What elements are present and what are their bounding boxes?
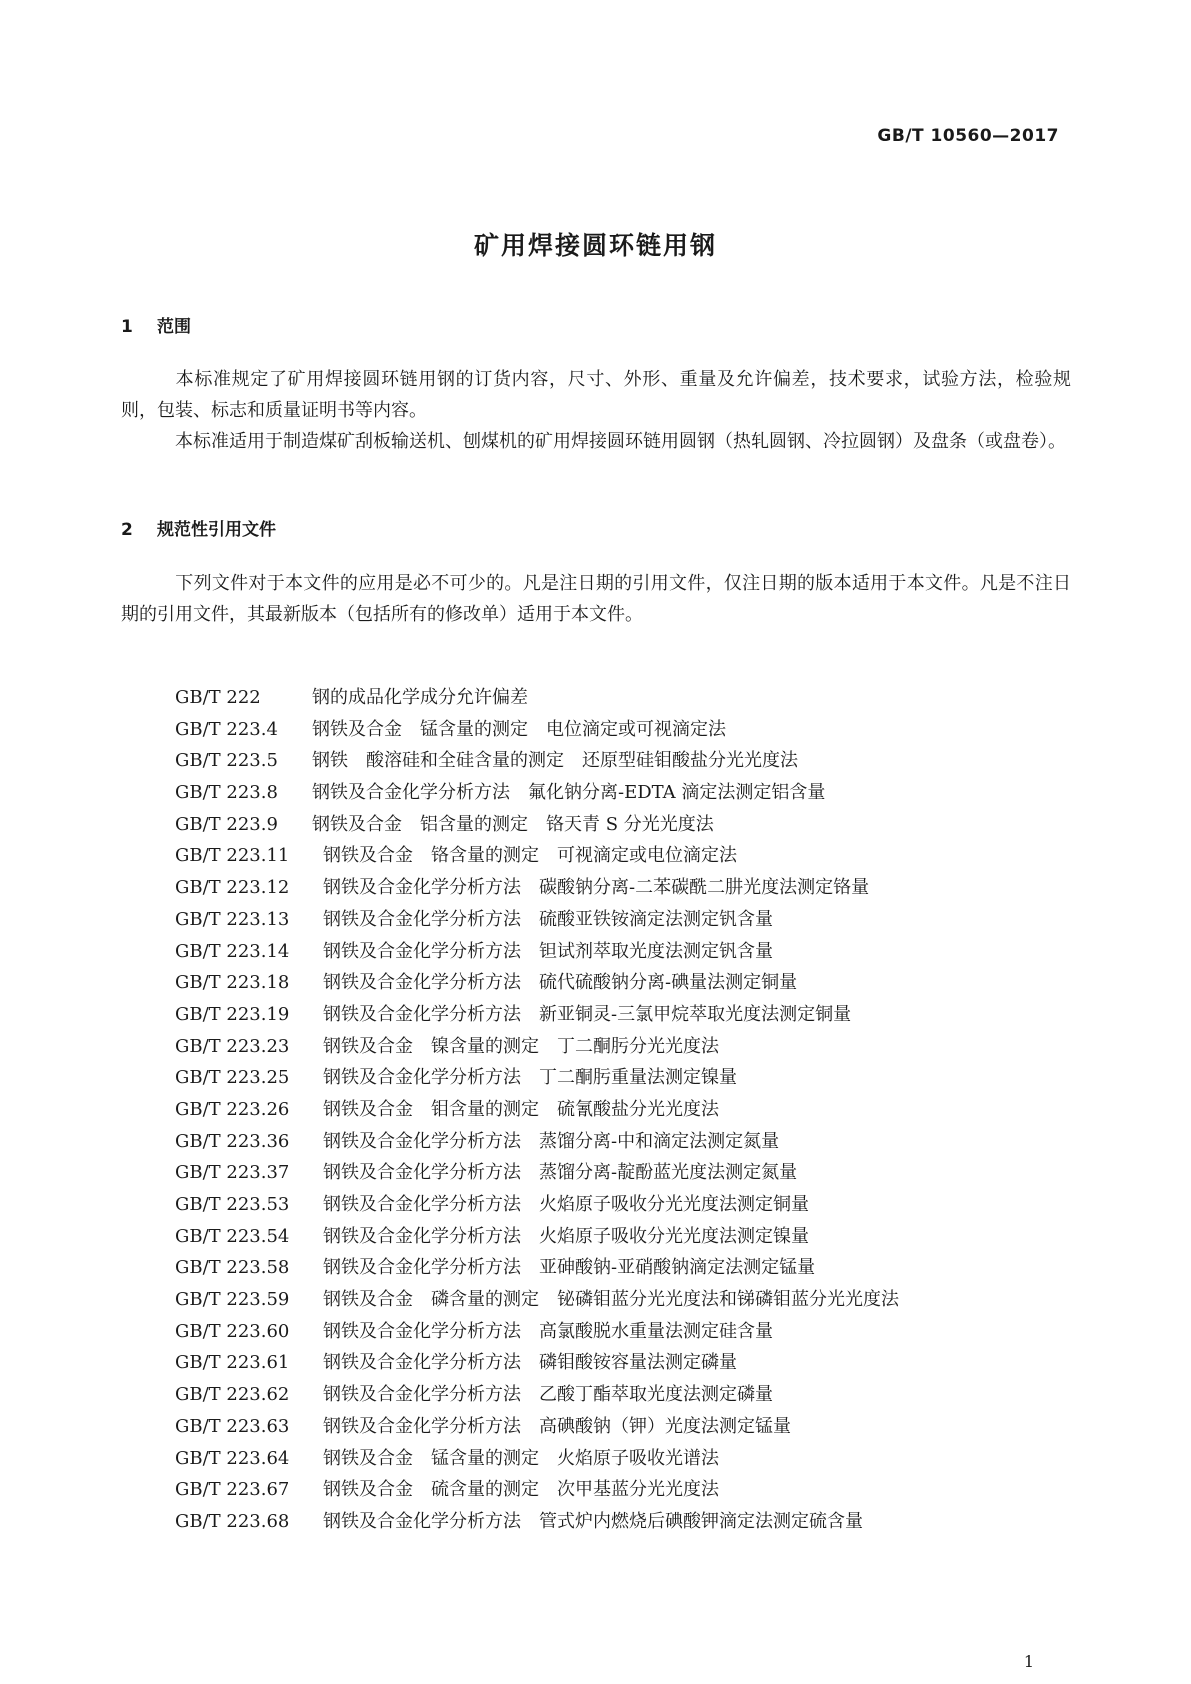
reference-code: GB/T 223.68 <box>175 1510 290 1532</box>
reference-item <box>175 1474 899 1506</box>
reference-title: 钢铁及合金化学分析方法 硫酸亚铁铵滴定法测定钒含量 <box>323 908 773 930</box>
reference-title: 钢铁及合金 锰含量的测定 电位滴定或可视滴定法 <box>312 718 726 740</box>
reference-item <box>175 1316 899 1348</box>
reference-item <box>175 1506 899 1538</box>
reference-code: GB/T 223.8 <box>175 782 278 804</box>
standard-code: GB/T 10560—2017 <box>877 126 1059 146</box>
reference-code: GB/T 223.62 <box>175 1384 290 1406</box>
reference-code: GB/T 223.18 <box>175 972 290 994</box>
reference-code: GB/T 223.9 <box>175 813 278 835</box>
reference-code: GB/T 223.64 <box>175 1447 290 1469</box>
reference-item <box>175 999 899 1031</box>
reference-code: GB/T 223.63 <box>175 1415 290 1437</box>
reference-code: GB/T 223.25 <box>175 1067 290 1089</box>
reference-title: 钢铁及合金化学分析方法 高氯酸脱水重量法测定硅含量 <box>323 1320 773 1342</box>
reference-title: 钢铁及合金 镍含量的测定 丁二酮肟分光光度法 <box>323 1035 719 1057</box>
reference-title: 钢铁及合金化学分析方法 火焰原子吸收分光光度法测定铜量 <box>323 1194 809 1215</box>
reference-code: GB/T 223.53 <box>175 1194 290 1215</box>
reference-title: 钢铁及合金化学分析方法 钽试剂萃取光度法测定钒含量 <box>323 940 773 962</box>
reference-item <box>175 904 899 936</box>
reference-title: 钢的成品化学成分允许偏差 <box>312 687 528 708</box>
reference-item <box>175 967 899 999</box>
reference-code: GB/T 223.13 <box>175 908 290 930</box>
references-intro-text: 下列文件对于本文件的应用是必不可少的。凡是注日期的引用文件，仅注日期的版本适用于本文件。凡是不注日期的引用文件，其最新版本（包括所有的修改单）适用于本文件。 <box>121 573 1071 625</box>
reference-title: 钢铁及合金化学分析方法 亚砷酸钠-亚硝酸钠滴定法测定锰量 <box>323 1257 816 1279</box>
reference-title: 钢铁 酸溶硅和全硅含量的测定 还原型硅钼酸盐分光光度法 <box>312 750 798 772</box>
section-1-paragraph <box>121 426 1071 457</box>
reference-code: GB/T 223.37 <box>175 1162 290 1184</box>
reference-title: 钢铁及合金化学分析方法 蒸馏分离-中和滴定法测定氮量 <box>323 1130 780 1152</box>
reference-item <box>175 1157 899 1189</box>
reference-code: GB/T 223.67 <box>175 1479 290 1501</box>
reference-title: 钢铁及合金化学分析方法 硫代硫酸钠分离-碘量法测定铜量 <box>323 972 798 994</box>
reference-title: 钢铁及合金 锰含量的测定 火焰原子吸收光谱法 <box>323 1447 719 1469</box>
reference-item <box>175 1189 899 1221</box>
reference-code: GB/T 223.12 <box>175 877 290 899</box>
reference-item <box>175 1062 899 1094</box>
page-number: 1 <box>1023 1652 1034 1671</box>
reference-title: 钢铁及合金化学分析方法 管式炉内燃烧后碘酸钾滴定法测定硫含量 <box>323 1510 863 1532</box>
reference-code: GB/T 223.36 <box>175 1130 290 1152</box>
reference-item <box>175 1347 899 1379</box>
reference-item <box>175 1443 899 1475</box>
reference-title: 钢铁及合金化学分析方法 氟化钠分离-EDTA 滴定法测定铝含量 <box>312 782 826 804</box>
scope-paragraph-2: 本标准适用于制造煤矿刮板输送机、刨煤机的矿用焊接圆环链用圆钢（热轧圆钢、冷拉圆钢）及盘条（或盘卷）。 <box>175 431 1066 452</box>
reference-code: GB/T 223.19 <box>175 1003 290 1025</box>
reference-item <box>175 1411 899 1443</box>
reference-item <box>175 1094 899 1126</box>
section-1-title: 范围 <box>157 317 191 337</box>
reference-title: 钢铁及合金 钼含量的测定 硫氰酸盐分光光度法 <box>323 1098 719 1120</box>
reference-code: GB/T 223.5 <box>175 750 278 772</box>
section-1-heading <box>121 312 191 337</box>
scope-paragraph-1: 本标准规定了矿用焊接圆环链用钢的订货内容，尺寸、外形、重量及允许偏差，技术要求，试验方法，检验规则，包装、标志和质量证明书等内容。 <box>121 369 1071 421</box>
reference-item <box>175 872 899 904</box>
reference-code: GB/T 223.4 <box>175 718 278 740</box>
section-2-title: 规范性引用文件 <box>157 520 276 540</box>
reference-code: GB/T 223.26 <box>175 1098 290 1120</box>
reference-item <box>175 1379 899 1411</box>
reference-item <box>175 809 899 841</box>
reference-item <box>175 1284 899 1316</box>
reference-item <box>175 1031 899 1063</box>
reference-code: GB/T 223.60 <box>175 1320 290 1342</box>
reference-item <box>175 936 899 968</box>
reference-title: 钢铁及合金化学分析方法 新亚铜灵-三氯甲烷萃取光度法测定铜量 <box>323 1003 852 1025</box>
reference-code: GB/T 222 <box>175 687 261 708</box>
reference-title: 钢铁及合金化学分析方法 蒸馏分离-靛酚蓝光度法测定氮量 <box>323 1162 798 1184</box>
reference-item <box>175 1126 899 1158</box>
section-2-heading <box>121 515 276 540</box>
reference-title: 钢铁及合金化学分析方法 乙酸丁酯萃取光度法测定磷量 <box>323 1384 773 1406</box>
reference-title: 钢铁及合金化学分析方法 高碘酸钠（钾）光度法测定锰量 <box>323 1415 791 1437</box>
reference-item <box>175 745 899 777</box>
reference-code: GB/T 223.59 <box>175 1289 290 1311</box>
reference-title: 钢铁及合金化学分析方法 丁二酮肟重量法测定镍量 <box>323 1067 737 1089</box>
reference-code: GB/T 223.58 <box>175 1257 290 1279</box>
reference-title: 钢铁及合金 磷含量的测定 铋磷钼蓝分光光度法和锑磷钼蓝分光光度法 <box>323 1289 899 1311</box>
reference-code: GB/T 223.23 <box>175 1035 290 1057</box>
reference-item <box>175 1252 899 1284</box>
reference-list <box>175 682 899 1538</box>
document-title: 矿用焊接圆环链用钢 <box>473 231 717 260</box>
section-1-paragraph <box>121 364 1071 426</box>
reference-code: GB/T 223.61 <box>175 1352 290 1374</box>
reference-code: GB/T 223.14 <box>175 940 290 962</box>
reference-item <box>175 777 899 809</box>
reference-title: 钢铁及合金化学分析方法 磷钼酸铵容量法测定磷量 <box>323 1352 737 1374</box>
reference-title: 钢铁及合金 铬含量的测定 可视滴定或电位滴定法 <box>323 845 737 867</box>
reference-title: 钢铁及合金 硫含量的测定 次甲基蓝分光光度法 <box>323 1479 719 1501</box>
section-2-number: 2 <box>121 520 133 540</box>
reference-title: 钢铁及合金化学分析方法 火焰原子吸收分光光度法测定镍量 <box>323 1225 809 1247</box>
reference-title: 钢铁及合金化学分析方法 碳酸钠分离-二苯碳酰二肼光度法测定铬量 <box>323 877 870 899</box>
reference-item <box>175 1221 899 1253</box>
section-1-number: 1 <box>121 317 133 337</box>
reference-code: GB/T 223.11 <box>175 845 290 867</box>
reference-code: GB/T 223.54 <box>175 1225 290 1247</box>
reference-item <box>175 682 899 714</box>
reference-item <box>175 714 899 746</box>
reference-title: 钢铁及合金 铝含量的测定 铬天青 S 分光光度法 <box>312 813 714 835</box>
reference-item <box>175 840 899 872</box>
section-2-intro <box>121 568 1071 630</box>
